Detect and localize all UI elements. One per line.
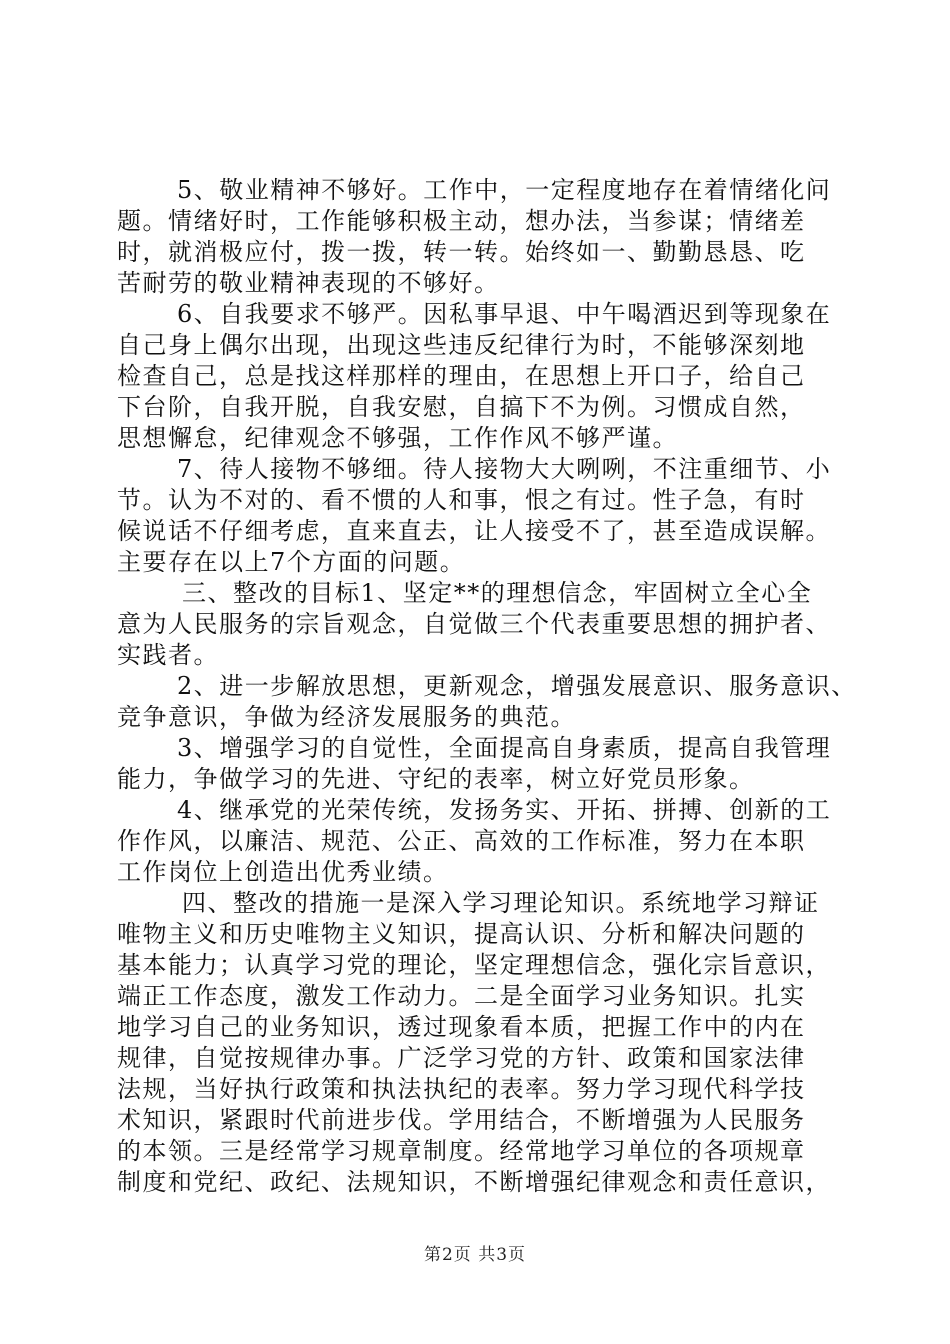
document-body xyxy=(117,175,857,1198)
text-line: 6、自我要求不够严。因私事早退、中午喝酒迟到等现象在 xyxy=(177,300,832,328)
text-line: 2、进一步解放思想，更新观念，增强发展意识、服务意识、 xyxy=(177,672,857,700)
text-line: 意为人民服务的宗旨观念，自觉做三个代表重要思想的拥护者、 xyxy=(117,610,831,638)
text-line: 7、待人接物不够细。待人接物大大咧咧，不注重细节、小 xyxy=(177,455,832,483)
text-line: 竞争意识，争做为经济发展服务的典范。 xyxy=(117,703,576,731)
text-line: 主要存在以上7个方面的问题。 xyxy=(117,548,466,576)
text-line: 地学习自己的业务知识，透过现象看本质，把握工作中的内在 xyxy=(117,1013,806,1041)
page-footer: 第2页 共3页 xyxy=(423,1245,527,1265)
text-line: 实践者。 xyxy=(117,641,219,669)
text-line: 工作岗位上创造出优秀业绩。 xyxy=(117,858,449,886)
text-line: 基本能力；认真学习党的理论，坚定理想信念，强化宗旨意识， xyxy=(117,951,831,979)
text-line: 下台阶，自我开脱，自我安慰，自搞下不为例。习惯成自然， xyxy=(117,393,806,421)
text-line: 4、继承党的光荣传统，发扬务实、开拓、拼搏、创新的工 xyxy=(177,796,832,824)
text-line: 四、整改的措施一是深入学习理论知识。系统地学习辩证 xyxy=(182,889,820,917)
text-line: 法规，当好执行政策和执法执纪的表率。努力学习现代科学技 xyxy=(117,1075,806,1103)
text-line: 节。认为不对的、看不惯的人和事，恨之有过。性子急，有时 xyxy=(117,486,806,514)
text-line: 规律，自觉按规律办事。广泛学习党的方针、政策和国家法律 xyxy=(117,1044,806,1072)
text-line: 作作风，以廉洁、规范、公正、高效的工作标准，努力在本职 xyxy=(117,827,806,855)
text-line: 思想懈怠，纪律观念不够强，工作作风不够严谨。 xyxy=(117,424,678,452)
text-line: 3、增强学习的自觉性，全面提高自身素质，提高自我管理 xyxy=(177,734,832,762)
text-line: 术知识，紧跟时代前进步伐。学用结合，不断增强为人民服务 xyxy=(117,1106,806,1134)
text-line: 检查自己，总是找这样那样的理由，在思想上开口子，给自己 xyxy=(117,362,806,390)
text-line: 题。情绪好时，工作能够积极主动，想办法，当参谋；情绪差 xyxy=(117,207,806,235)
text-line: 自己身上偶尔出现，出现这些违反纪律行为时，不能够深刻地 xyxy=(117,331,806,359)
text-line: 制度和党纪、政纪、法规知识，不断增强纪律观念和责任意识， xyxy=(117,1168,831,1196)
text-line: 唯物主义和历史唯物主义知识，提高认识、分析和解决问题的 xyxy=(117,920,806,948)
text-line: 5、敬业精神不够好。工作中，一定程度地存在着情绪化问 xyxy=(177,176,832,204)
text-line: 的本领。三是经常学习规章制度。经常地学习单位的各项规章 xyxy=(117,1137,806,1165)
text-line: 苦耐劳的敬业精神表现的不够好。 xyxy=(117,269,500,297)
text-line: 三、整改的目标1、坚定**的理想信念，牢固树立全心全 xyxy=(182,579,813,607)
text-line: 能力，争做学习的先进、守纪的表率，树立好党员形象。 xyxy=(117,765,755,793)
text-line: 端正工作态度，激发工作动力。二是全面学习业务知识。扎实 xyxy=(117,982,806,1010)
text-line: 时，就消极应付，拨一拨，转一转。始终如一、勤勤恳恳、吃 xyxy=(117,238,806,266)
text-line: 候说话不仔细考虑，直来直去，让人接受不了，甚至造成误解。 xyxy=(117,517,831,545)
